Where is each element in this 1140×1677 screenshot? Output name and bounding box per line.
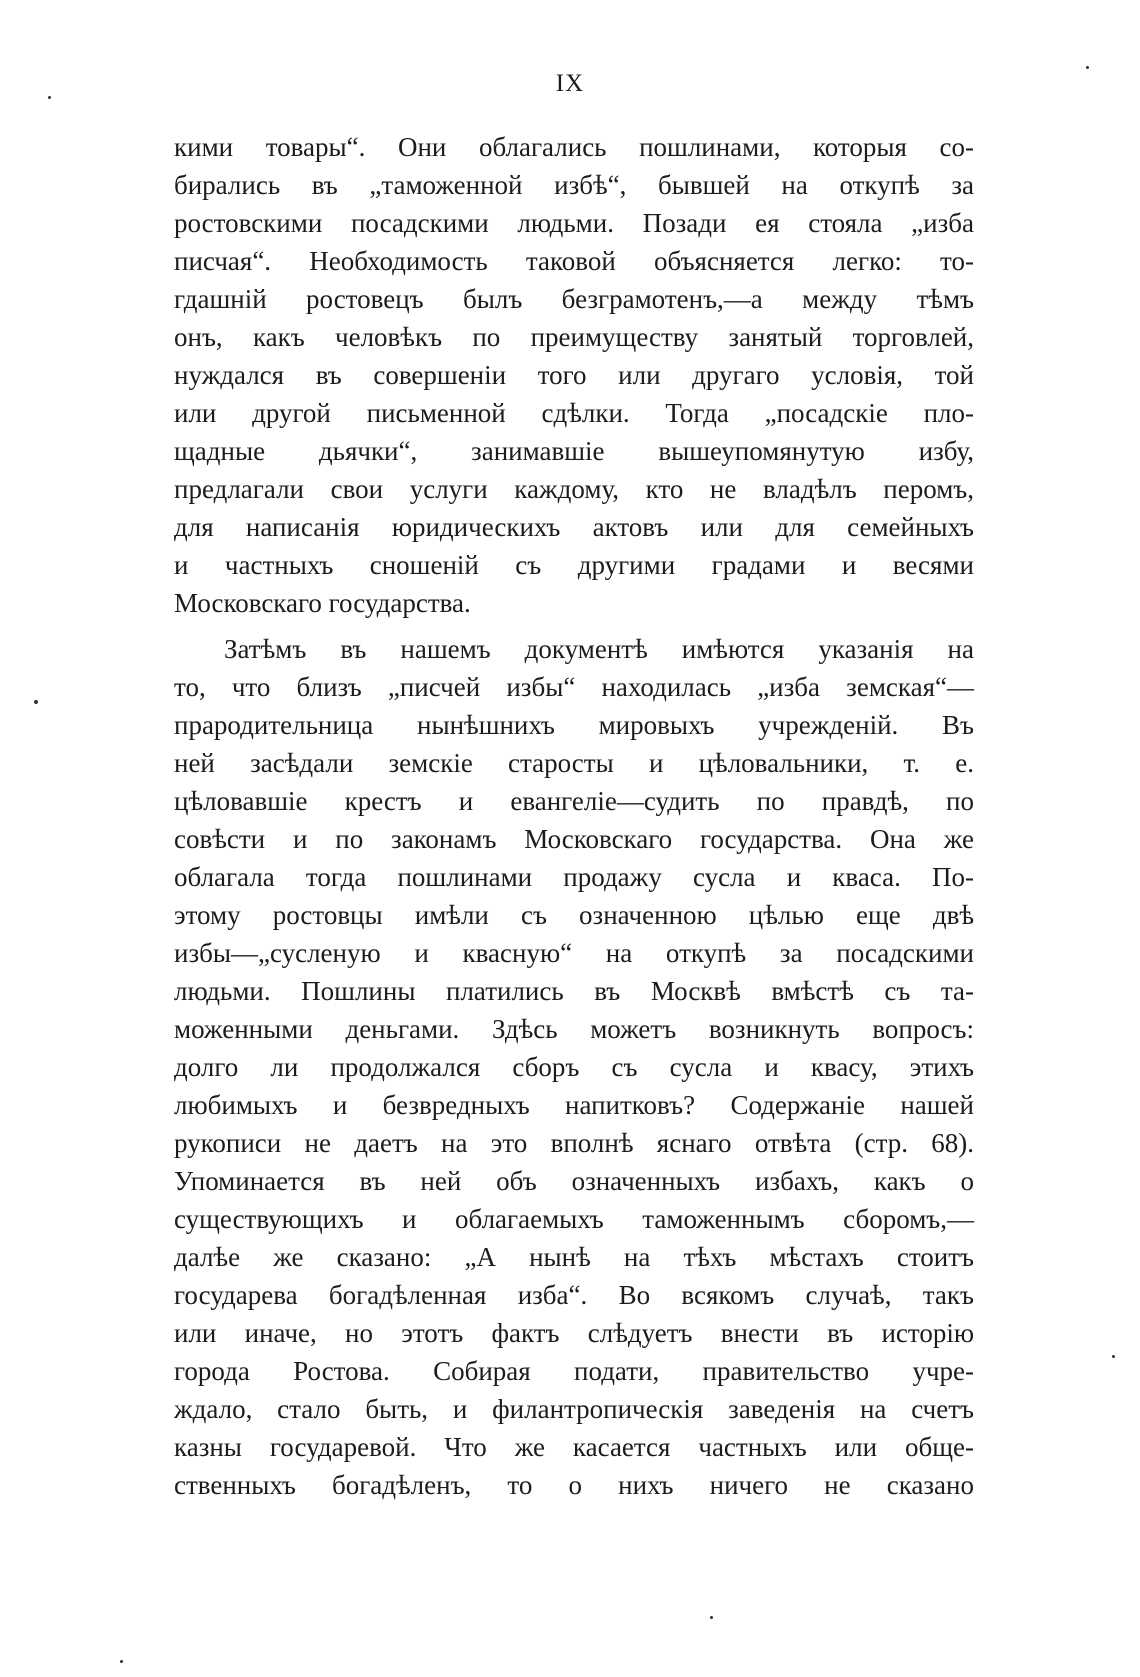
text-line: долго ли продолжался сборъ съ сусла и квасу, этихъ xyxy=(174,1052,974,1082)
scan-speck xyxy=(710,1616,713,1619)
text-line: казны государевой. Что же касается частныхъ или обще- xyxy=(174,1432,974,1462)
text-line: и частныхъ сношенiй съ другими градами и весями xyxy=(174,550,974,580)
paragraph-2 xyxy=(174,630,974,1504)
paragraph-1 xyxy=(174,128,974,622)
text-line: существующихъ и облагаемыхъ таможеннымъ сборомъ,— xyxy=(174,1204,974,1234)
text-line: рукописи не даетъ на это вполнѣ яснаго отвѣта (стр. 68). xyxy=(174,1128,974,1158)
text-line: далѣе же сказано: „А нынѣ на тѣхъ мѣстахъ стоитъ xyxy=(174,1242,974,1272)
text-line: Московскаго государства. xyxy=(174,588,471,618)
scan-speck xyxy=(1086,66,1089,69)
text-line: онъ, какъ человѣкъ по преимуществу занятый торговлей, xyxy=(174,322,974,352)
text-line: моженными деньгами. Здѣсь можетъ возникнуть вопросъ: xyxy=(174,1014,974,1044)
text-line: ней засѣдали земскiе старосты и цѣловальники, т. е. xyxy=(174,748,974,778)
text-line: избы—„сусленую и квасную“ на откупѣ за посадскими xyxy=(174,938,974,968)
text-line: гдашнiй ростовецъ былъ безграмотенъ,—а между тѣмъ xyxy=(174,284,974,314)
text-line: прародительница нынѣшнихъ мировыхъ учрежденiй. Въ xyxy=(174,710,974,740)
text-line: государева богадѣленная изба“. Во всякомъ случаѣ, такъ xyxy=(174,1280,974,1310)
scan-speck xyxy=(48,96,51,99)
text-line: ственныхъ богадѣленъ, то о нихъ ничего не сказано xyxy=(174,1470,974,1500)
text-line: предлагали свои услуги каждому, кто не владѣлъ перомъ, xyxy=(174,474,974,504)
text-line: или другой письменной сдѣлки. Тогда „посадскiе пло- xyxy=(174,398,974,428)
scan-speck xyxy=(34,700,38,704)
text-line: то, что близъ „писчей избы“ находилась „изба земская“— xyxy=(174,672,974,702)
text-line: кими товары“. Они облагались пошлинами, которыя со- xyxy=(174,132,974,162)
text-body xyxy=(174,128,974,1504)
text-line: бирались въ „таможенной избѣ“, бывшей на откупѣ за xyxy=(174,170,974,200)
scan-speck xyxy=(1112,1355,1115,1358)
text-line: нуждался въ совершенiи того или другаго условiя, той xyxy=(174,360,974,390)
text-line: писчая“. Необходимость таковой объясняется легко: то- xyxy=(174,246,974,276)
text-line: цѣловавшiе крестъ и евангелiе—судить по правдѣ, по xyxy=(174,786,974,816)
text-line: для написанiя юридическихъ актовъ или для семейныхъ xyxy=(174,512,974,542)
scan-speck xyxy=(120,1660,123,1663)
text-line: или иначе, но этотъ фактъ слѣдуетъ внести въ исторiю xyxy=(174,1318,974,1348)
text-line: этому ростовцы имѣли съ означенною цѣлью еще двѣ xyxy=(174,900,974,930)
text-line: Упоминается въ ней объ означенныхъ избахъ, какъ о xyxy=(174,1166,974,1196)
text-line: ростовскими посадскими людьми. Позади ея стояла „изба xyxy=(174,208,974,238)
text-line: города Ростова. Собирая подати, правительство учре- xyxy=(174,1356,974,1386)
text-line: щадные дьячки“, занимавшiе вышеупомянутую избу, xyxy=(174,436,974,466)
text-line: Затѣмъ въ нашемъ документѣ имѣются указанiя на xyxy=(224,634,974,664)
text-line: любимыхъ и безвредныхъ напитковъ? Содержанiе нашей xyxy=(174,1090,974,1120)
page-number: IX xyxy=(555,70,585,97)
text-line: совѣсти и по законамъ Московскаго государства. Она же xyxy=(174,824,974,854)
text-line: ждало, стало быть, и филантропическiя заведенiя на счетъ xyxy=(174,1394,974,1424)
text-line: людьми. Пошлины платились въ Москвѣ вмѣстѣ съ та- xyxy=(174,976,974,1006)
text-line: облагала тогда пошлинами продажу сусла и кваса. По- xyxy=(174,862,974,892)
